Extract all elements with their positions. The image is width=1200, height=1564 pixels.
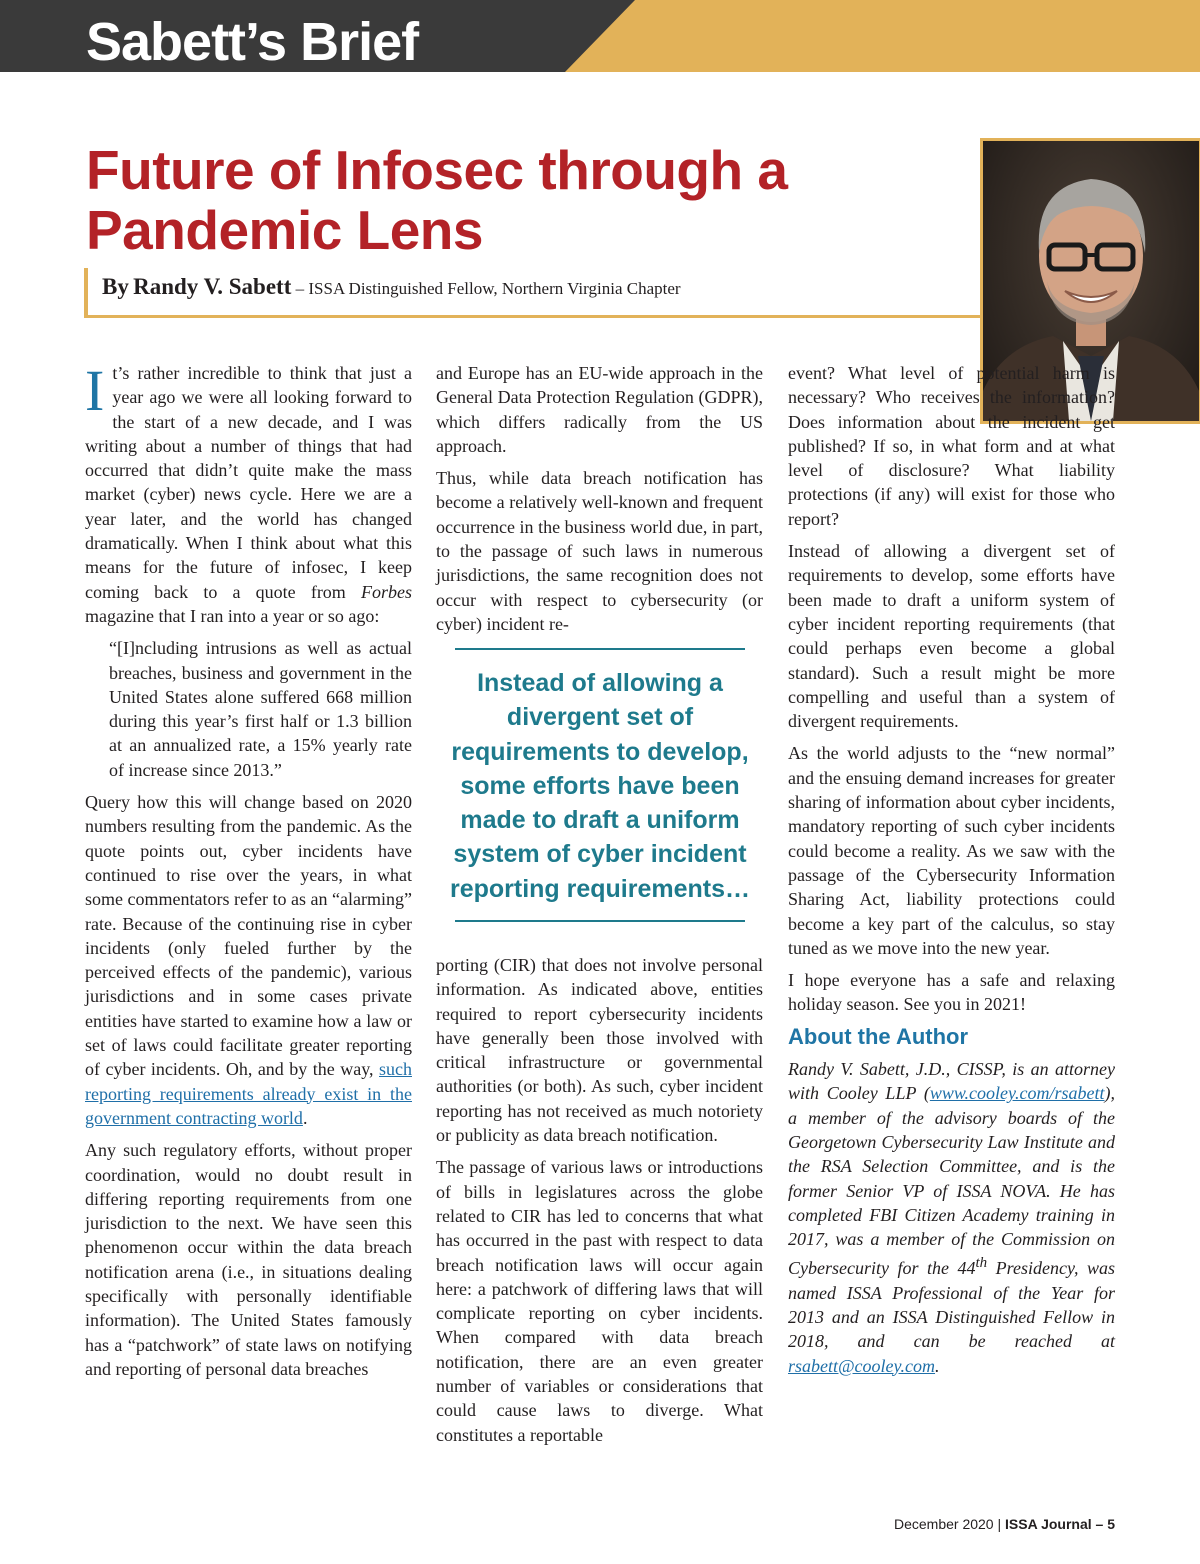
footer-separator: |: [997, 1516, 1002, 1532]
intro-text: t’s rather incredible to think that just a year ago we were all looking forward to the start of a new decade, and I was writing about a number of things that had occurred that didn’t quite make the mass market (cyber) news cycle. Here we are a year later, and the world has changed dramatically. When I think about what this means for the future of infosec, I keep coming back to a quote from: [85, 363, 412, 602]
author-name: Randy V. Sabett: [133, 274, 292, 299]
paragraph: event? What level of potential harm is necessary? Who receives the information? Does information about the incident get published? If so, in what form and at what level of disclosure? What liability protections (if any) will exist for those who report?: [788, 363, 1115, 529]
byline-rule: [84, 315, 981, 318]
bio-superscript: th: [975, 1255, 988, 1272]
cooley-website-link[interactable]: www.cooley.com/rsabett: [929, 1083, 1105, 1104]
email-link[interactable]: rsabett@cooley.com: [788, 1355, 936, 1376]
author-bio: [788, 1057, 1115, 1378]
byline: [102, 272, 681, 304]
column-2-bottom: [436, 953, 763, 1455]
paragraph: Any such regulatory efforts, without proper coordination, would no doubt result in differing reporting requirements from one jurisdiction to the next. We have seen this phenomenon occur within the data breach notification arena (i.e., in situations dealing specifically with personally identifiable information). The United States famously has a “patchwork” of state laws on notifying and reporting of personal data breaches: [85, 1140, 412, 1379]
column-3: [788, 361, 1115, 1386]
byline-prefix: By: [102, 274, 129, 299]
intro-text-end: magazine that I ran into a year or so ago:: [85, 605, 380, 626]
intro-paragraph: [85, 358, 412, 628]
pull-quote-bottom-rule: [455, 920, 745, 922]
bio-end: .: [935, 1355, 940, 1376]
issue-date: December 2020: [893, 1516, 994, 1532]
paragraph: [85, 790, 412, 1130]
paragraph: Thus, while data breach notification has become a relatively well-known and frequent occurrence in the business world due, in part, to the passage of such laws in numerous jurisdictions, the same recognition does not occur with respect to cybersecurity (or cyber) incident re-: [436, 468, 763, 634]
page-footer: [894, 1516, 1115, 1532]
paragraph: Instead of allowing a divergent set of requirements to develop, some efforts have been made to draft a uniform system of cyber incident reporting requirements (that could perhaps even become a global standard). Such a result might be more compelling and useful than a system of divergent requirements.: [788, 541, 1115, 732]
about-author-heading: About the Author: [788, 1023, 969, 1049]
paragraph: I hope everyone has a safe and relaxing holiday season. See you in 2021!: [788, 970, 1115, 1015]
author-affiliation: – ISSA Distinguished Fellow, Northern Virginia Chapter: [295, 279, 681, 298]
contracting-requirements-link[interactable]: such reporting requirements already exist in the government contracting world: [85, 1059, 412, 1128]
article-title: Future of Infosec through a Pandemic Lens: [86, 139, 788, 261]
byline-accent-bar: [84, 268, 88, 318]
paragraph: As the world adjusts to the “new normal” and the ensuing demand increases for greater sharing of information about cyber incidents, mandatory reporting of such cyber incidents could become a reality. As we saw with the passage of the Cybersecurity Information Sharing Act, liability protections could become a key part of the calculus, so stay tuned as we move into the new year.: [788, 743, 1115, 958]
paragraph-text: Query how this will change based on 2020 numbers resulting from the pandemic. As the quote points out, cyber incidents have continued to rise over the years, in what some commentators refer to as an “alarming” rate. Because of the continuing rise in cyber incidents (only fueled further by the perceived effects of the pandemic), various jurisdictions and in some cases private entities have started to examine how a law or set of laws could facilitate greater reporting of cyber incidents. Oh, and by the way,: [85, 792, 412, 1080]
section-name: Sabett’s Brief: [86, 12, 419, 72]
pull-quote: Instead of allowing a divergent set of requirements to develop, some efforts have been made to draft a uniform system of cyber incident reporting requirements…: [449, 669, 751, 903]
column-2-top: [436, 361, 763, 644]
drop-cap: I: [85, 358, 105, 423]
block-quote: “[I]ncluding intrusions as well as actual breaches, business and government in the United States alone suffered 668 million during this year’s first half or 1.3 billion at an annualized rate, a 15% yearly rate of increase since 2013.”: [109, 638, 412, 780]
paragraph: and Europe has an EU-wide approach in the General Data Protection Regulation (GDPR), which differs radically from the US approach.: [436, 363, 763, 456]
paragraph-end: .: [302, 1107, 308, 1128]
paragraph: The passage of various laws or introductions of bills in legislatures across the globe related to CIR has led to concerns that what has occurred in the past with respect to data breach notification laws will occur again here: a patchwork of differing laws that will complicate reporting on cyber incidents. When compared with data breach notification, there are an even greater number of variables or considerations that could cause laws to diverge. What constitutes a reportable: [436, 1157, 763, 1445]
bio-text: Randy V. Sabett, J.D., CISSP, is an attorney with Cooley LLP (: [788, 1059, 1115, 1104]
bio-text: Presidency, was named ISSA Professional of the Year for 2013 and an ISSA Distinguished Fellow in 2018, and can be reached at: [788, 1258, 1116, 1352]
bio-text: ), a member of the advisory boards of the Georgetown Cybersecurity Law Institute and the RSA Selection Committee, and is the former Senior VP of ISSA NOVA. He has completed FBI Citizen Academy training in 2017, was a member of the Commission on Cybersecurity for the 44: [788, 1083, 1115, 1279]
pull-quote-top-rule: [455, 648, 745, 650]
column-1: [85, 358, 412, 1389]
journal-page: ISSA Journal – 5: [1005, 1516, 1115, 1532]
forbes-italic: Forbes: [361, 581, 412, 602]
paragraph: porting (CIR) that does not involve personal information. As indicated above, entities required to report cybersecurity incidents have generally been those involved with critical infrastructure or governmental authorities (or both). As such, cyber incident reporting has not received as much notoriety or publicity as data breach notification.: [436, 955, 763, 1146]
